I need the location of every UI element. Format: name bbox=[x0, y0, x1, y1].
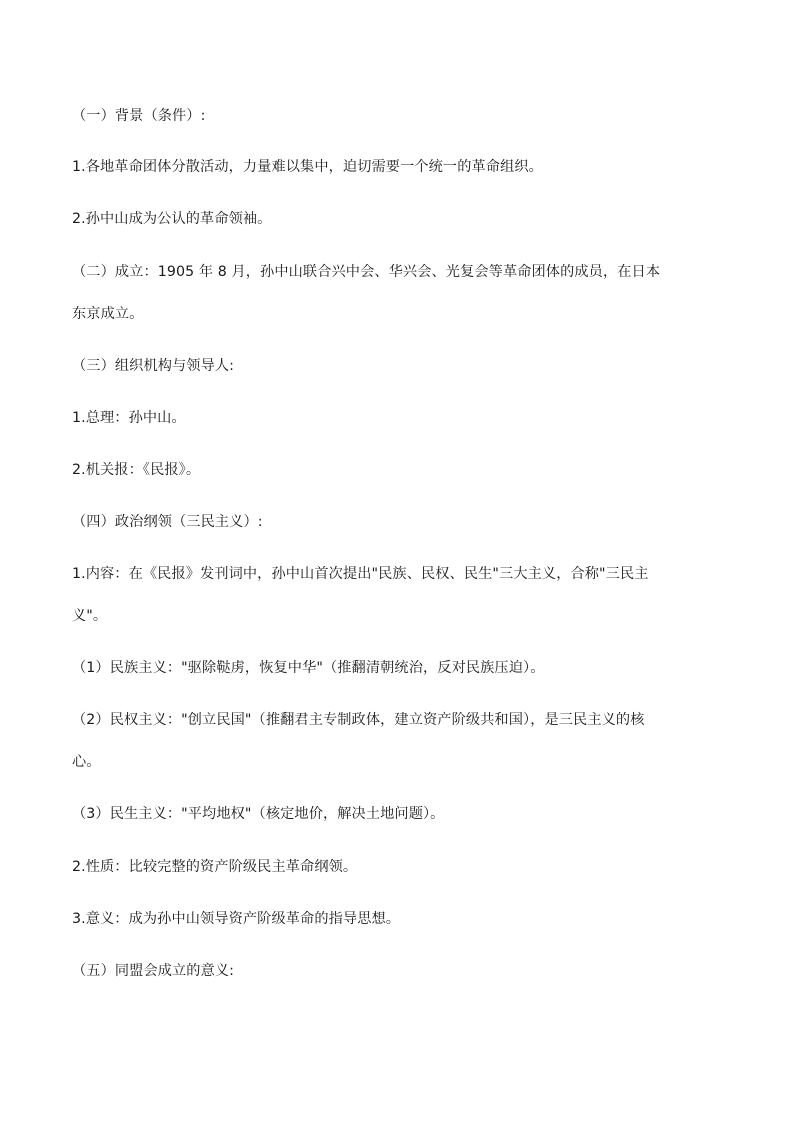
section-heading-significance: （五）同盟会成立的意义: bbox=[72, 963, 235, 979]
section-heading-founding: （二）成立：1905 年 8 月，孙中山联合兴中会、华兴会、光复会等革命团体的成员，在日本 bbox=[72, 264, 661, 280]
paragraph-line: 3.意义：成为孙中山领导资产阶级革命的指导思想。 bbox=[72, 911, 401, 927]
paragraph-line: 东京成立。 bbox=[72, 306, 144, 322]
paragraph-line: （3）民生主义："平均地权"（核定地价，解决土地问题）。 bbox=[72, 806, 445, 822]
paragraph-line: 1.总理：孙中山。 bbox=[72, 410, 186, 426]
paragraph-line: 1.各地革命团体分散活动，力量难以集中，迫切需要一个统一的革命组织。 bbox=[72, 159, 543, 175]
paragraph-line: 2.孙中山成为公认的革命领袖。 bbox=[72, 211, 272, 227]
paragraph-line: （1）民族主义："驱除鞑虏，恢复中华"（推翻清朝统治，反对民族压迫）。 bbox=[72, 660, 545, 676]
paragraph-line: 1.内容：在《民报》发刊词中，孙中山首次提出"民族、民权、民生"三大主义，合称"三民主 bbox=[72, 566, 649, 582]
paragraph-line: 义"。 bbox=[72, 608, 108, 624]
paragraph-line: 2.性质：比较完整的资产阶级民主革命纲领。 bbox=[72, 859, 358, 875]
section-heading-background: （一）背景（条件）: bbox=[72, 108, 206, 124]
paragraph-line: 心。 bbox=[72, 754, 101, 770]
paragraph-line: （2）民权主义："创立民国"（推翻君主专制政体，建立资产阶级共和国），是三民主义的核 bbox=[72, 712, 645, 728]
paragraph-line: 2.机关报：《民报》。 bbox=[72, 462, 201, 478]
section-heading-program: （四）政治纲领（三民主义）: bbox=[72, 514, 263, 530]
section-heading-organization: （三）组织机构与领导人: bbox=[72, 358, 235, 374]
